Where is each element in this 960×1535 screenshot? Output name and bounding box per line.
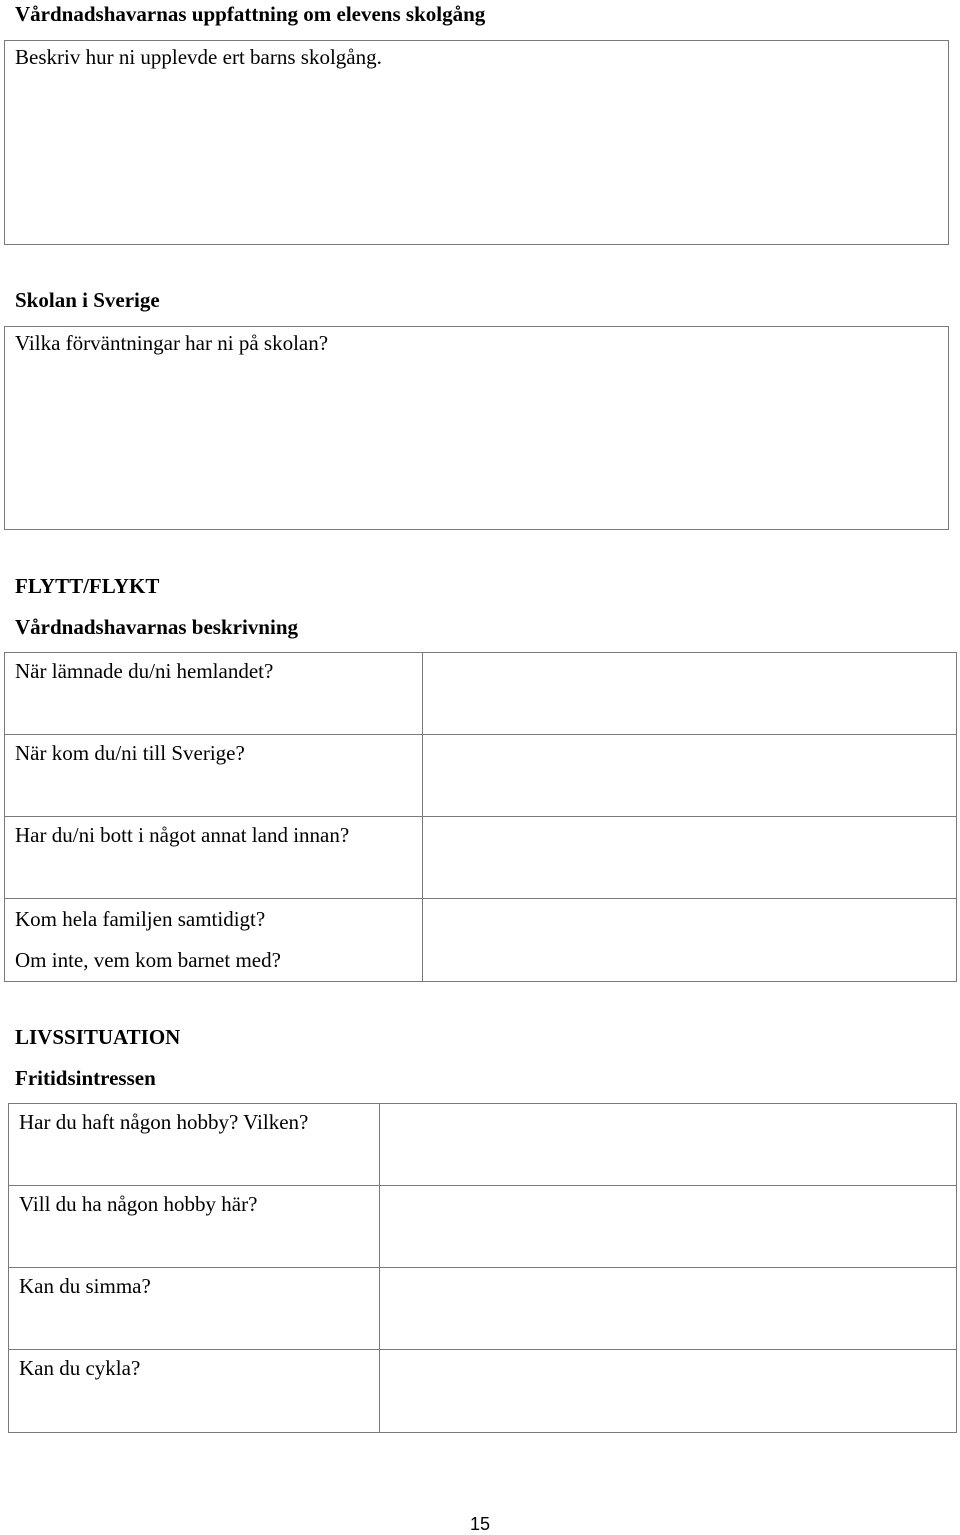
question-cell [9, 1104, 380, 1186]
section-title-livssituation: LIVSSITUATION [15, 1025, 181, 1049]
table-row [9, 1104, 957, 1186]
answer-cell-want-hobby[interactable] [380, 1186, 957, 1268]
page-number: 15 [469, 1514, 491, 1534]
question-cell [9, 1350, 380, 1433]
answer-cell-can-cycle[interactable] [380, 1350, 957, 1433]
question-school-expectations: Vilka förväntningar har ni på skolan? [15, 331, 329, 355]
section-subtitle-guardian-description: Vårdnadshavarnas beskrivning [15, 615, 298, 639]
table-row [5, 653, 957, 735]
question-cell [9, 1186, 380, 1268]
table-row [5, 735, 957, 817]
question-cell [5, 653, 423, 735]
answer-cell-family-together[interactable] [423, 899, 957, 982]
question-can-cycle: Kan du cykla? [19, 1356, 141, 1380]
table-row [5, 899, 957, 982]
question-want-hobby: Vill du ha någon hobby här? [19, 1192, 258, 1216]
table-row [9, 1186, 957, 1268]
table-row [9, 1268, 957, 1350]
section-subtitle-leisure-interests: Fritidsintressen [15, 1066, 156, 1090]
question-can-swim: Kan du simma? [19, 1274, 151, 1298]
question-cell [9, 1268, 380, 1350]
question-family-together: Kom hela familjen samtidigt? [15, 907, 266, 931]
answer-box-school-expectations[interactable] [4, 326, 949, 530]
question-who-came-with-child: Om inte, vem kom barnet med? [15, 948, 281, 972]
question-cell [5, 899, 423, 982]
answer-cell-had-hobby[interactable] [380, 1104, 957, 1186]
answer-cell-arrived-sweden[interactable] [423, 735, 957, 817]
question-school-experience: Beskriv hur ni upplevde ert barns skolgång. [15, 45, 382, 69]
question-arrived-sweden: När kom du/ni till Sverige? [15, 741, 245, 765]
migration-table [4, 652, 957, 982]
answer-box-school-experience[interactable] [4, 40, 949, 245]
answer-cell-lived-other-country[interactable] [423, 817, 957, 899]
table-row [9, 1350, 957, 1433]
question-had-hobby: Har du haft någon hobby? Vilken? [19, 1110, 309, 1134]
question-cell [5, 735, 423, 817]
answer-cell-left-homeland[interactable] [423, 653, 957, 735]
leisure-table [8, 1103, 957, 1433]
answer-cell-can-swim[interactable] [380, 1268, 957, 1350]
section-heading-school-in-sweden: Skolan i Sverige [15, 288, 160, 312]
question-lived-other-country: Har du/ni bott i något annat land innan? [15, 823, 350, 847]
table-row [5, 817, 957, 899]
section-title-flytt-flykt: FLYTT/FLYKT [15, 574, 160, 598]
question-cell [5, 817, 423, 899]
section-heading-school-perception: Vårdnadshavarnas uppfattning om elevens skolgång [15, 2, 486, 26]
question-left-homeland: När lämnade du/ni hemlandet? [15, 659, 274, 683]
